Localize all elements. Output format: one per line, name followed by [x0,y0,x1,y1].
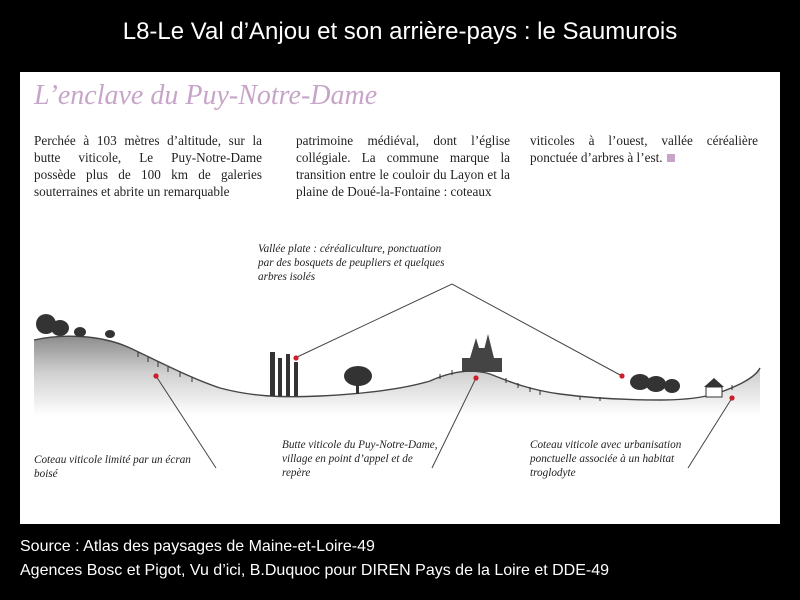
poplar-tree [270,352,275,396]
point-coteau-urbanisation [729,395,734,400]
leader-vallee [295,284,622,376]
text-column-2: patrimoine médiéval, dont l’église collégiale. La commune marque la transition entre le couloir du Layon et la plaine de Doué-la-Fontaine : coteaux [296,133,510,199]
source-line-2: Agences Bosc et Pigot, Vu d’ici, B.Duquoc pour DIREN Pays de la Loire et DDE-49 [20,562,610,579]
annotation-coteau-boise: Coteau viticole limité par un écran boisé [34,454,191,480]
annotation-butte: Butte viticole du Puy-Notre-Dame, village en point d’appel et de repère [282,439,438,479]
source-line-1: Source : Atlas des paysages de Maine-et-Loire-49 [20,538,375,555]
annotation-vallee-plate: Vallée plate : céréaliculture, ponctuation par des bosquets de peupliers et quelques arbres isolés [258,243,445,283]
slide-title: L8-Le Val d’Anjou et son arrière-pays : le Saumurois [122,18,678,45]
text-column-3-text: viticoles à l’ouest, vallée céréalière ponctuée d’arbres à l’est. [530,133,758,165]
illustration-panel [20,72,780,524]
point-vallee [293,355,298,360]
church-village [462,334,502,372]
troglodyte-house [704,378,724,397]
panel-title: L’enclave du Puy-Notre-Dame [34,80,378,111]
point-vallee-right [619,373,624,378]
text-column-1: Perchée à 103 mètres d’altitude, sur la butte viticole, Le Puy-Notre-Dame possède plus de 100 km de galeries souterraines et abrite un remarquable [34,133,262,199]
terrain-profile [34,336,760,416]
point-coteau-boise [153,373,158,378]
point-butte [473,375,478,380]
annotation-coteau-urbanisation: Coteau viticole avec urbanisation ponctuelle associée à un habitat troglodyte [530,439,682,479]
